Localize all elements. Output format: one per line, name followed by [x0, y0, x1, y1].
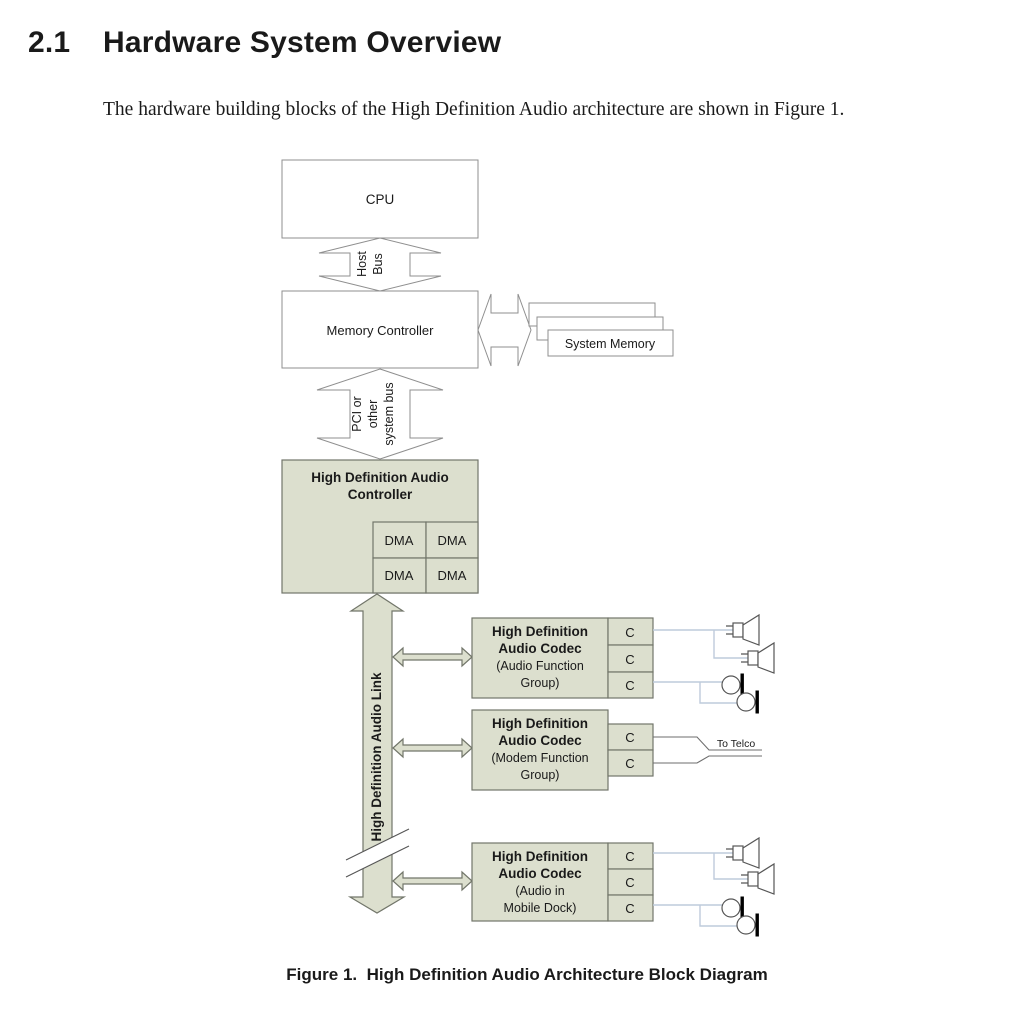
- pci-bus-label-line3: system bus: [382, 382, 396, 446]
- codec-label-line4: Group): [520, 676, 560, 690]
- host-bus-label-line2: Bus: [371, 253, 385, 275]
- codec3-peripherals: [653, 838, 774, 937]
- codec-connector-arrow-icon: [393, 872, 472, 890]
- memory-controller-block: [282, 291, 478, 368]
- codec-connector-arrow-icon: [393, 739, 472, 757]
- telco-wire: [653, 756, 762, 763]
- converter-label: C: [625, 875, 635, 890]
- pci-bus-arrow: [317, 369, 443, 459]
- hd-audio-link-label: High Definition Audio Link: [369, 672, 384, 842]
- converter-label: C: [625, 901, 635, 916]
- body-paragraph: The hardware building blocks of the High Definition Audio architecture are shown in Figure 1.: [103, 99, 845, 120]
- codec-label-line2: Audio Codec: [498, 641, 582, 656]
- converter-label: C: [625, 849, 635, 864]
- codec-label-line2: Audio Codec: [498, 866, 582, 881]
- dma-label: DMA: [437, 568, 467, 583]
- codec-label-line1: High Definition: [492, 716, 588, 731]
- controller-title-line2: Controller: [347, 487, 413, 502]
- codec-connector-arrow-icon: [393, 648, 472, 666]
- codec-label-line1: High Definition: [492, 849, 588, 864]
- host-bus-label-line1: Host: [355, 251, 369, 277]
- system-memory-block: [529, 303, 673, 356]
- section-number: 2.1: [28, 26, 71, 59]
- converter-label: C: [625, 652, 635, 667]
- microphone-icon: [722, 897, 744, 920]
- codec-label-line3: (Modem Function: [491, 751, 589, 765]
- codec-label-line1: High Definition: [492, 624, 588, 639]
- controller-title-line1: High Definition Audio: [311, 470, 449, 485]
- converter-label: C: [625, 756, 635, 771]
- converter-label: C: [625, 730, 635, 745]
- converter-label: C: [625, 625, 635, 640]
- dma-label: DMA: [384, 568, 414, 583]
- system-memory-label: System Memory: [564, 337, 656, 351]
- telco-connection: [653, 737, 762, 763]
- microphone-icon: [737, 914, 759, 937]
- microphone-icon: [737, 691, 759, 714]
- codec-label-line3: (Audio in: [515, 884, 565, 898]
- pci-bus-label-line2: other: [366, 399, 380, 429]
- figure-caption: Figure 1. High Definition Audio Architecture Block Diagram: [286, 965, 768, 984]
- microphone-icon: [722, 674, 744, 697]
- dma-label: DMA: [437, 533, 467, 548]
- codec-mobile-dock-block: [472, 843, 653, 921]
- host-bus-arrow: [319, 238, 441, 291]
- memory-controller-label: Memory Controller: [326, 323, 434, 338]
- converter-label: C: [625, 678, 635, 693]
- hd-audio-controller-block: [282, 460, 478, 593]
- memory-bus-arrow-icon: [478, 294, 531, 366]
- codec1-peripherals: [653, 615, 774, 714]
- codec-label-line3: (Audio Function: [496, 659, 584, 673]
- codec-label-line4: Mobile Dock): [503, 901, 577, 915]
- pci-bus-label-line1: PCI or: [350, 396, 364, 432]
- codec-modem-function-group-block: [472, 710, 653, 790]
- codec-label-line4: Group): [520, 768, 560, 782]
- double-arrow-vertical-icon: [317, 369, 443, 459]
- cpu-label: CPU: [365, 192, 395, 207]
- section-title: Hardware System Overview: [103, 26, 502, 59]
- cpu-block: [282, 160, 478, 238]
- to-telco-label: To Telco: [716, 738, 756, 750]
- codec-audio-function-group-block: [472, 618, 653, 698]
- codec-label-line2: Audio Codec: [498, 733, 582, 748]
- dma-label: DMA: [384, 533, 414, 548]
